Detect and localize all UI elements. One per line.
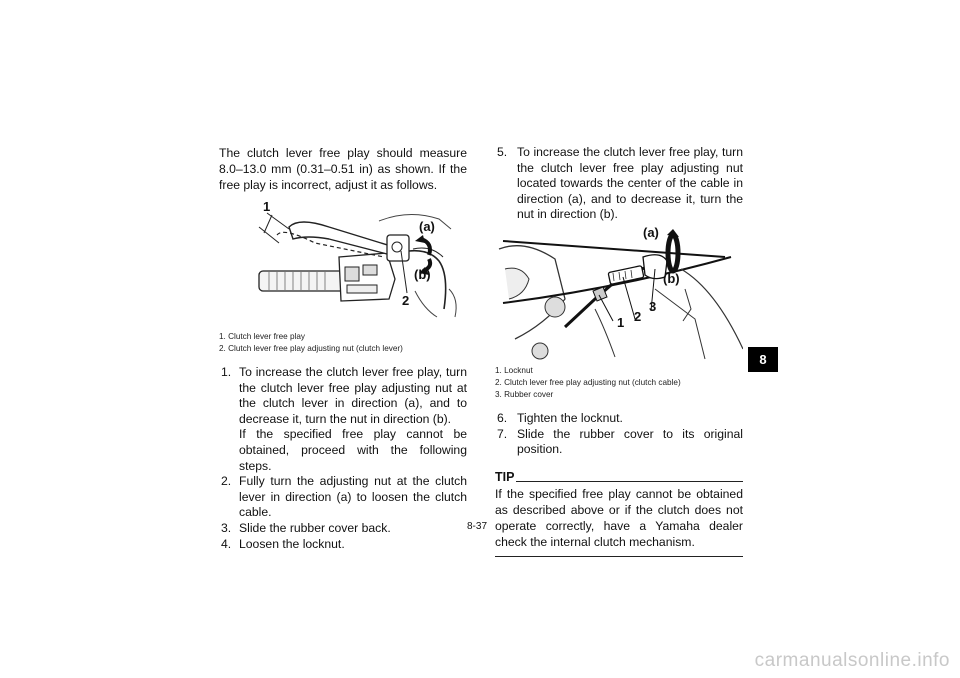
figure-label-1: 1 (263, 199, 271, 214)
clutch-cable-figure (495, 224, 743, 361)
step-text: To increase the clutch lever free play, turn the clutch lever free play adjusting nut located towards the center of the cable in direction (a), and to decrease it, turn the nut in direction (b). (517, 145, 743, 222)
figure-label-3: 3 (649, 298, 657, 314)
figure-label-2: 2 (402, 293, 410, 308)
watermark[interactable]: carmanualsonline.info (754, 650, 950, 671)
step-number: 3. (221, 520, 232, 535)
step-number: 2. (221, 474, 232, 489)
caption-item: 2. Clutch lever free play adjusting nut (clutch lever) (219, 344, 403, 353)
clutch-cable-illustration (495, 229, 743, 361)
intro-paragraph: The clutch lever free play should measure 8.0–13.0 mm (0.31–0.51 in) as shown. If the free play is incorrect, adjust it as follows. (219, 146, 467, 192)
figure-label-b: (b) (414, 267, 431, 282)
right-figure-captions (495, 365, 743, 401)
step-text: To increase the clutch lever free play, turn the clutch lever free play adjusting nut at the clutch lever in direction (a), and to decrease it, turn the nut in direction (b). (239, 365, 467, 426)
step-item (219, 537, 467, 553)
step-item (219, 521, 467, 537)
figure-label-1: 1 (617, 314, 625, 330)
step-text: Loosen the locknut. (239, 536, 345, 551)
caption-item: 2. Clutch lever free play adjusting nut (clutch cable) (495, 377, 681, 387)
left-figure-captions (219, 331, 467, 355)
page-number: 8-37 (467, 521, 488, 532)
caption-item: 1. Clutch lever free play (219, 332, 306, 341)
left-column (219, 145, 467, 552)
step-text: Slide the rubber cover to its original position. (517, 426, 743, 457)
step-number: 4. (221, 536, 232, 551)
step-item (495, 427, 743, 458)
figure-label-a: (a) (643, 224, 659, 240)
right-step-5 (495, 145, 743, 223)
tip-label: TIP (495, 469, 515, 484)
caption-item: 3. Rubber cover (495, 389, 554, 399)
step-text: Slide the rubber cover back. (239, 520, 391, 535)
tip-header (495, 470, 743, 484)
tip-end-rule (495, 556, 743, 557)
figure-label-a: (a) (419, 219, 435, 234)
step-item (219, 365, 467, 474)
step-number: 7. (497, 426, 508, 441)
tip-rule (516, 481, 743, 482)
chapter-tab: 8 (748, 347, 778, 372)
step-item (219, 474, 467, 521)
tip-text: If the specified free play cannot be obtained as described above or if the clutch does not operate correctly, have a Yamaha dealer check the internal clutch mechanism. (495, 486, 743, 549)
step-number: 6. (497, 410, 508, 425)
right-column (495, 145, 743, 557)
figure-label-2: 2 (634, 308, 642, 324)
caption-item: 1. Locknut (495, 365, 533, 375)
clutch-lever-figure (219, 199, 467, 327)
step-item (495, 145, 743, 223)
step-text: Tighten the locknut. (517, 410, 623, 425)
tip-box (495, 470, 743, 557)
step-item (495, 411, 743, 427)
left-steps-list (219, 365, 467, 552)
figure-label-b: (b) (663, 270, 680, 286)
step-text: Fully turn the adjusting nut at the clutch lever in direction (a) to loosen the clutch cable. (239, 474, 467, 520)
right-steps-list (495, 411, 743, 458)
step-number: 5. (497, 145, 508, 159)
step-number: 1. (221, 365, 232, 379)
step-note: If the specified free play cannot be obtained, proceed with the following steps. (239, 427, 467, 473)
